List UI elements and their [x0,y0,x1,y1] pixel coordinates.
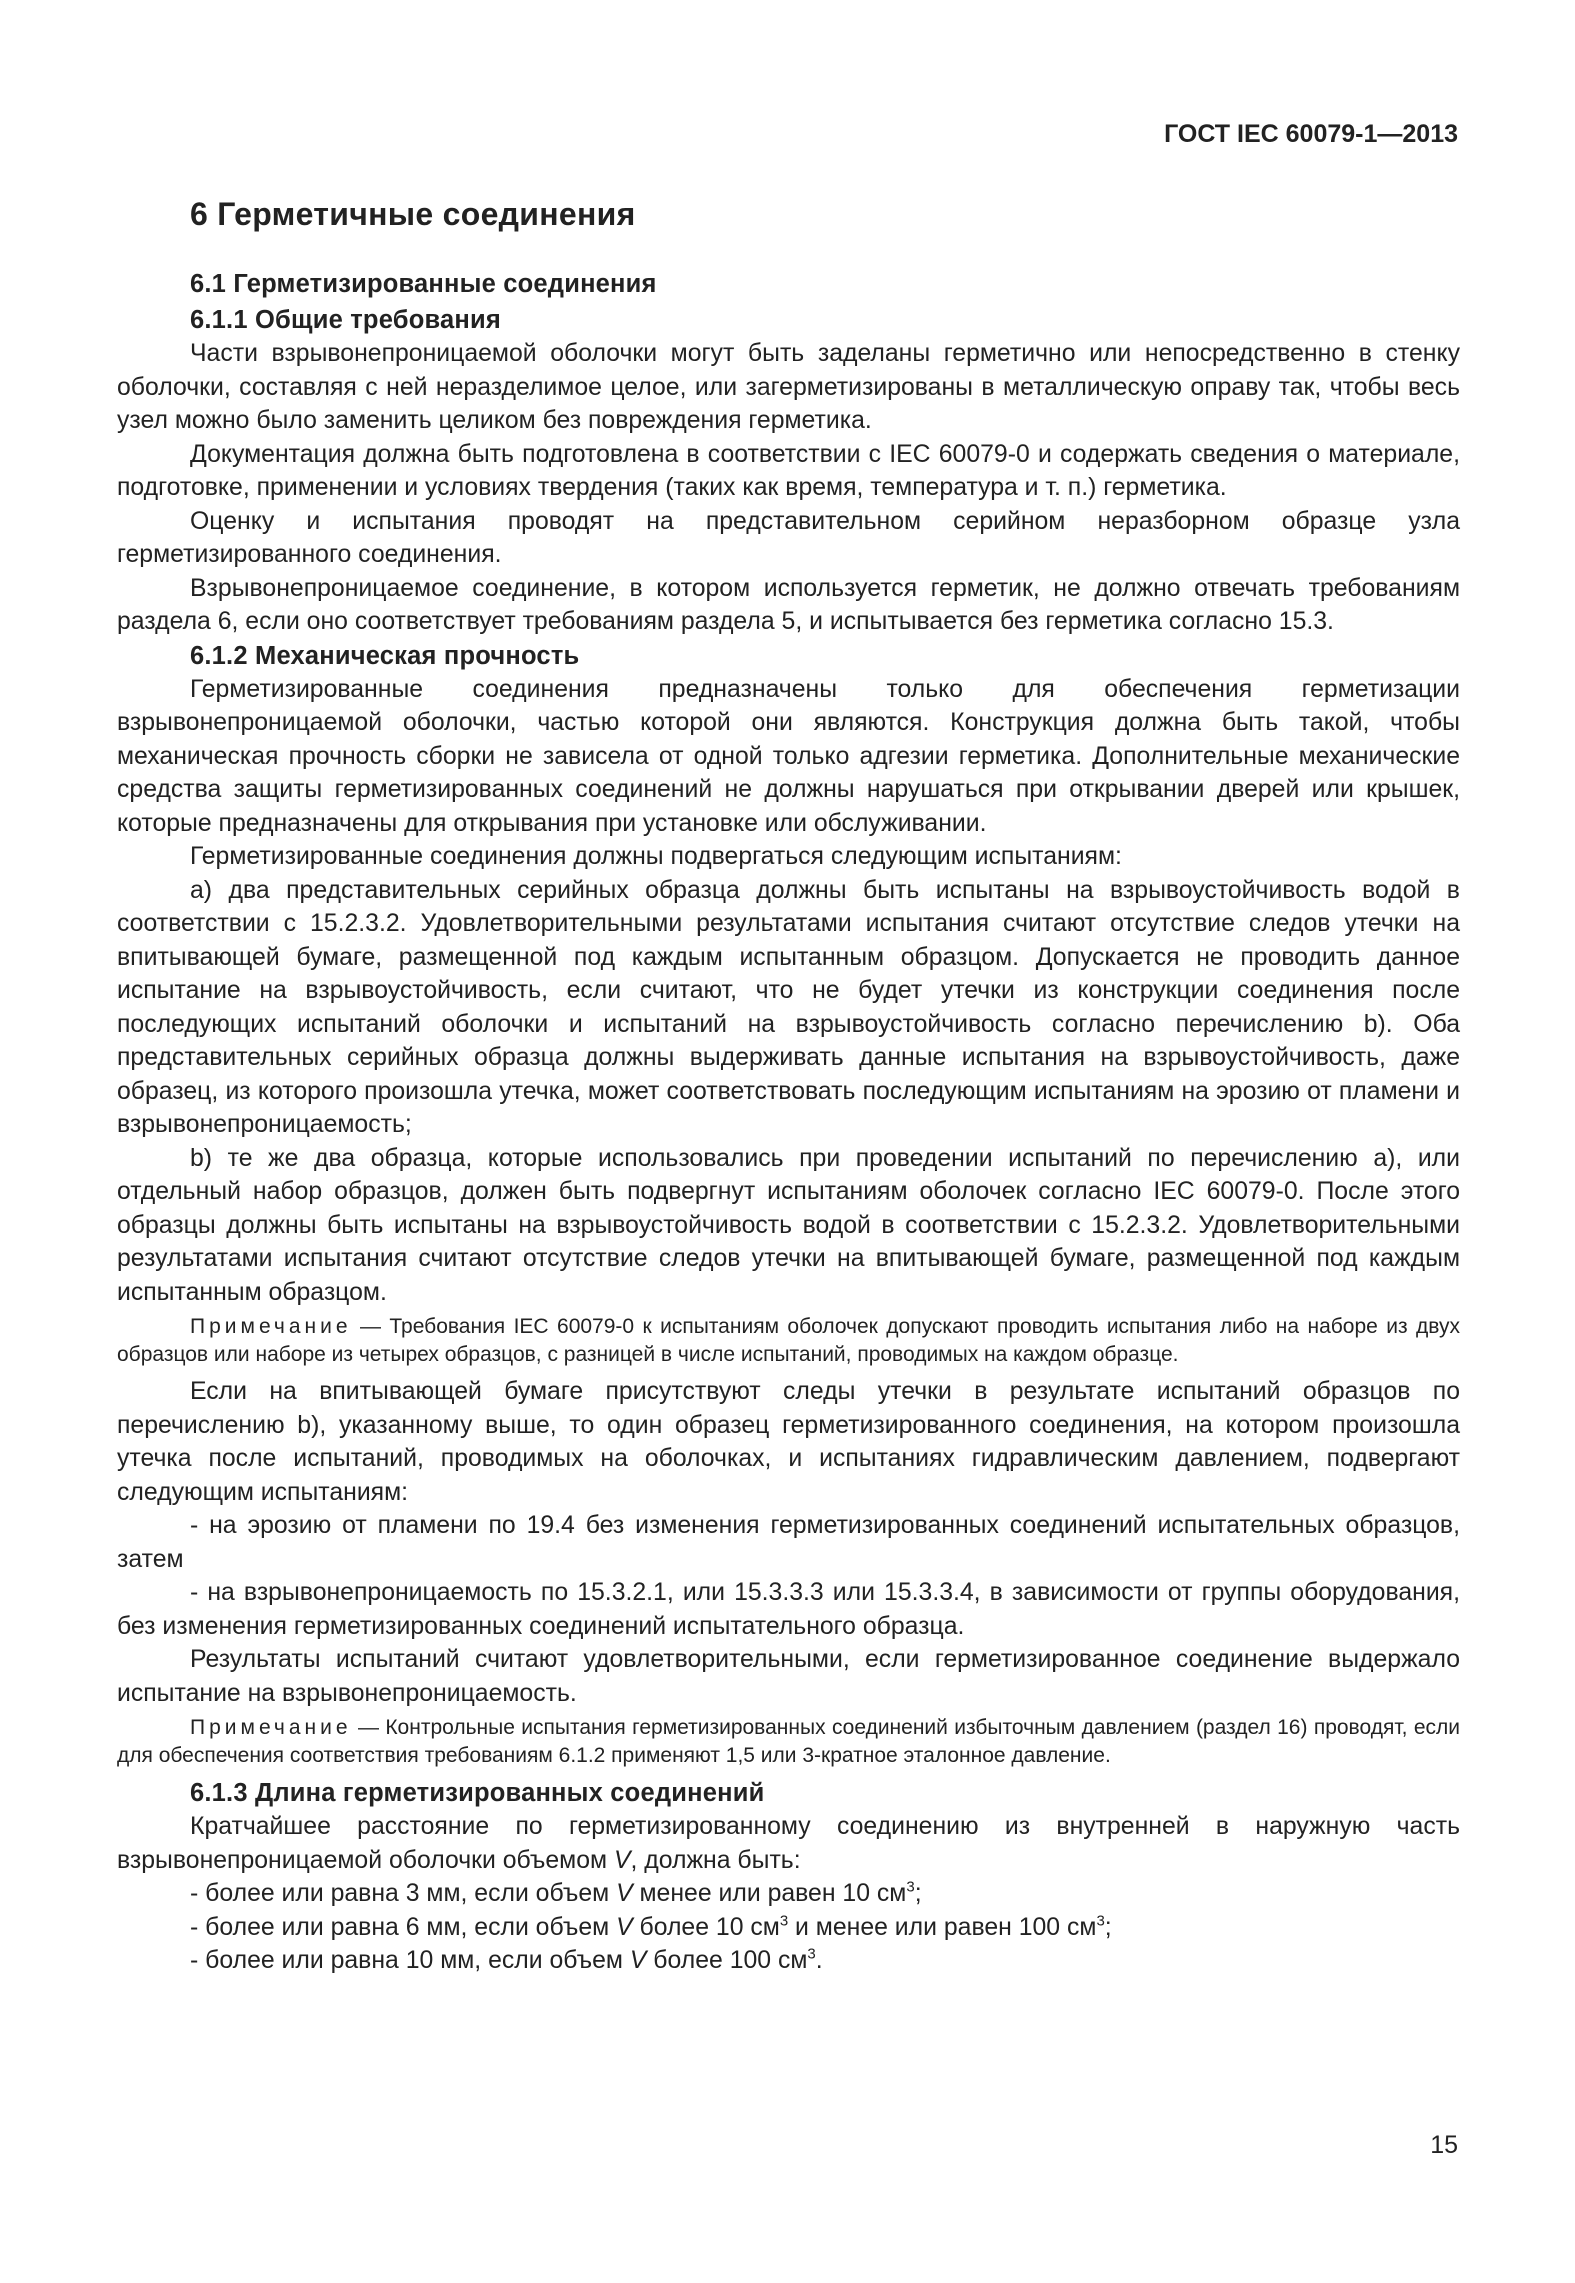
paragraph: Если на впитывающей бумаге присутствуют следы утечки в результате испытаний образцов по перечислению b), указанному выше, то один образец герметизированного соединения, на котором произошла утечка после испытаний, проводимых на оболочках, и испытаниях гидравлическим давлением, подвергают следующим испытаниям: [117,1378,1460,1506]
paragraph: Взрывонепроницаемое соединение, в котором используется герметик, не должно отвечать требованиям раздела 6, если оно соответствует требованиям раздела 5, и испытывается без герметика согласно 15.3. [117,574,1460,635]
text-run: - более или равна 3 мм, если объем [190,1880,617,1907]
dash-item [117,1944,1460,1978]
paragraph [117,1810,1460,1877]
text-run: . [815,1947,823,1974]
text-run: менее или равен 10 см [632,1880,907,1907]
list-item-a: а) два представительных серийных образца должны быть испытаны на взрывоустойчивость водой в соответствии с 15.2.3.2. Удовлетворительными результатами испытания считают отсутствие следов утечки на впитывающей бумаге, размещенной под каждым испытанным образцом. Допускается не проводить данное испытание на взрывоустойчивость, если считают, что не будет утечки из конструкции соединения после последующих испытаний оболочки и испытаний на взрывоустойчивость согласно перечислению b). Оба представительных серийных образца должны выдерживать данные испытания на взрывоустойчивость, даже образец, из которого произошла утечка, может соответствовать последующим испытаниям на эрозию от пламени и взрывонепроницаемость; [117,876,1460,1138]
dash-item: - на взрывонепроницаемость по 15.3.2.1, или 15.3.3.3 или 15.3.3.4, в зависимости от группы оборудования, без изменения герметизированных соединений испытательного образца. [117,1579,1460,1640]
standard-designation: ГОСТ IEC 60079-1—2013 [1164,120,1458,148]
paragraph: Герметизированные соединения должны подвергаться следующим испытаниям: [190,843,1122,870]
subsection-title-6-1: 6.1 Герметизированные соединения [190,270,657,298]
variable-v: V [613,1846,631,1874]
text-run: более 10 см [632,1913,780,1941]
dash-item [117,1911,1460,1945]
exponent: 3 [807,1945,816,1963]
variable-v: V [629,1947,647,1974]
paragraph: Документация должна быть подготовлена в соответствии с IEC 60079-0 и содержать сведения о материале, подготовке, применении и условиях твердения (таких как время, температура и т. п.) герметика. [117,440,1460,501]
dash-item [117,1877,1460,1911]
paragraph: Части взрывонепроницаемой оболочки могут быть заделаны герметично или непосредственно в стенку оболочки, составляя с ней неразделимое целое, или загерметизированы в металлическую оправу так, чтобы весь узел можно было заменить целиком без повреждения герметика. [117,340,1460,434]
note-text: — Требования IEC 60079-0 к испытаниям оболочек допускают проводить испытания либо на наборе из двух образцов или наборе из четырех образцов, с разницей в числе испытаний, проводимых на каждом образце. [117,1315,1460,1366]
note-2 [117,1714,1460,1770]
variable-v: V [616,1913,633,1941]
page-content [117,196,1460,1978]
note-text: — Контрольные испытания герметизированных соединений избыточным давлением (раздел 16) проводят, если для обеспечения соответствия требованиям 6.1.2 применяют 1,5 или 3-кратное эталонное давление. [117,1716,1460,1767]
note-1 [117,1313,1460,1369]
text-run: ; [1104,1913,1112,1941]
list-item-b: b) те же два образца, которые использовались при проведении испытаний по перечислению а), или отдельный набор образцов, должен быть подвергнут испытаниям оболочек согласно IEC 60079-0. После этого образцы должны быть испытаны на взрывоустойчивость водой в соответствии с 15.2.3.2. Удовлетворительными результатами испытания считают отсутствие следов утечки на впитывающей бумаге, размещенной под каждым испытанным образцом. [117,1144,1460,1306]
variable-v: V [616,1880,633,1907]
note-label: Примечание [190,1716,352,1739]
text-run: ; [914,1880,922,1907]
note-label: Примечание [190,1315,352,1338]
paragraph: Герметизированные соединения предназначены только для обеспечения герметизации взрывонепроницаемой оболочки, частью которой они являются. Конструкция должна быть такой, чтобы механическая прочность сборки не зависела от одной только адгезии герметика. Дополнительные механические средства защиты герметизированных соединений не должны нарушаться при открывании дверей или крышек, которые предназначены для открывания при установке или обслуживании. [117,675,1460,837]
exponent: 3 [779,1912,789,1930]
clause-title-6-1-3: 6.1.3 Длина герметизированных соединений [190,1779,765,1807]
clause-title-6-1-2: 6.1.2 Механическая прочность [190,641,580,670]
paragraph: Результаты испытаний считают удовлетворительными, если герметизированное соединение выдержало испытание на взрывонепроницаемость. [117,1646,1460,1707]
dash-item: - на эрозию от пламени по 19.4 без изменения герметизированных соединений испытательных образцов, затем [117,1512,1460,1573]
exponent: 3 [906,1878,915,1896]
section-title: 6 Герметичные соединения [190,196,636,232]
text-run: и менее или равен 100 см [788,1913,1097,1941]
text-run: - более или равна 10 мм, если объем [190,1947,630,1974]
paragraph: Оценку и испытания проводят на представительном серийном неразборном образце узла герметизированного соединения. [117,507,1460,568]
text-run: Кратчайшее расстояние по герметизированному соединению из внутренней в наружную часть взрывонепроницаемой оболочки объемом [117,1813,1460,1874]
exponent: 3 [1096,1912,1105,1930]
clause-title-6-1-1: 6.1.1 Общие требования [190,306,501,334]
text-run: более 100 см [646,1947,808,1974]
text-run: - более или равна 6 мм, если объем [190,1913,617,1941]
text-run: , должна быть: [630,1846,801,1874]
page-number: 15 [1430,2131,1458,2159]
